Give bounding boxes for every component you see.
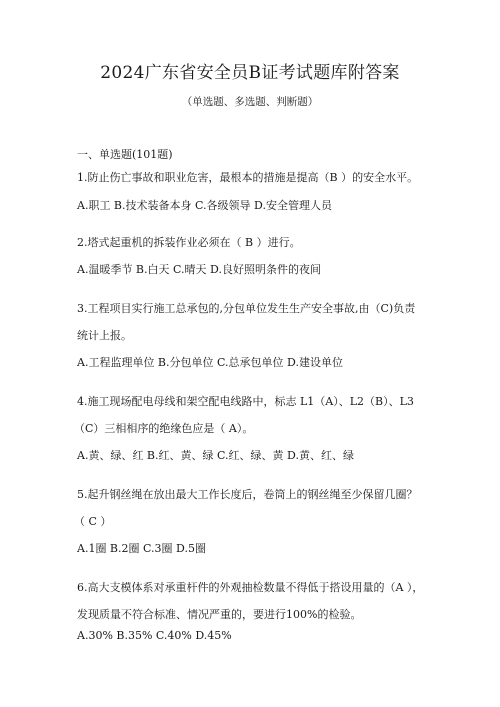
question-3-options: A.工程监理单位 B.分包单位 C.总承包单位 D.建设单位	[77, 356, 343, 369]
question-1-options: A.职工 B.技术装备本身 C.各级领导 D.安全管理人员	[77, 199, 332, 212]
question-4-stem-line-1: 4.施工现场配电母线和架空配电线路中，标志 L1（A）、L2（B）、L3	[77, 395, 414, 408]
question-2-options: A.温暖季节 B.白天 C.晴天 D.良好照明条件的夜间	[77, 263, 321, 276]
question-3-stem-line-2: 统计上报。	[77, 329, 132, 342]
question-6-stem-line-2: 发现质量不符合标准、情况严重的，要进行100%的检验。	[77, 608, 362, 621]
question-3-stem-line-1: 3.工程项目实行施工总承包的,分包单位发生生产安全事故,由（C)负责	[77, 302, 416, 315]
question-4-stem-line-2: （C）三相相序的绝缘色应是（ A）。	[74, 422, 254, 435]
question-6-options: A.30% B.35% C.40% D.45%	[77, 629, 232, 642]
section-heading: 一、单选题(101题)	[77, 148, 173, 161]
document-title: 2024广东省安全员B证考试题库附答案	[100, 63, 400, 83]
question-5-options: A.1圈 B.2圈 C.3圈 D.5圈	[77, 542, 206, 555]
document-subtitle: （单选题、多选题、判断题）	[181, 96, 319, 108]
question-5-stem-line-2: （ C ）	[74, 515, 112, 528]
question-2-stem-line-1: 2.塔式起重机的拆装作业必须在（ B ）进行。	[77, 236, 301, 249]
question-6-stem-line-1: 6.高大支模体系对承重杆件的外观抽检数量不得低于搭设用量的（A ），	[77, 581, 424, 594]
question-1-stem-line-1: 1.防止伤亡事故和职业危害，最根本的措施是提高（B ）的安全水平。	[77, 171, 419, 184]
question-5-stem-line-1: 5.起升钢丝绳在放出最大工作长度后，卷筒上的钢丝绳至少保留几圈？	[77, 488, 418, 501]
question-4-options: A.黄、绿、红 B.红、黄、绿 C.红、绿、黄 D.黄、红、绿	[77, 449, 354, 462]
